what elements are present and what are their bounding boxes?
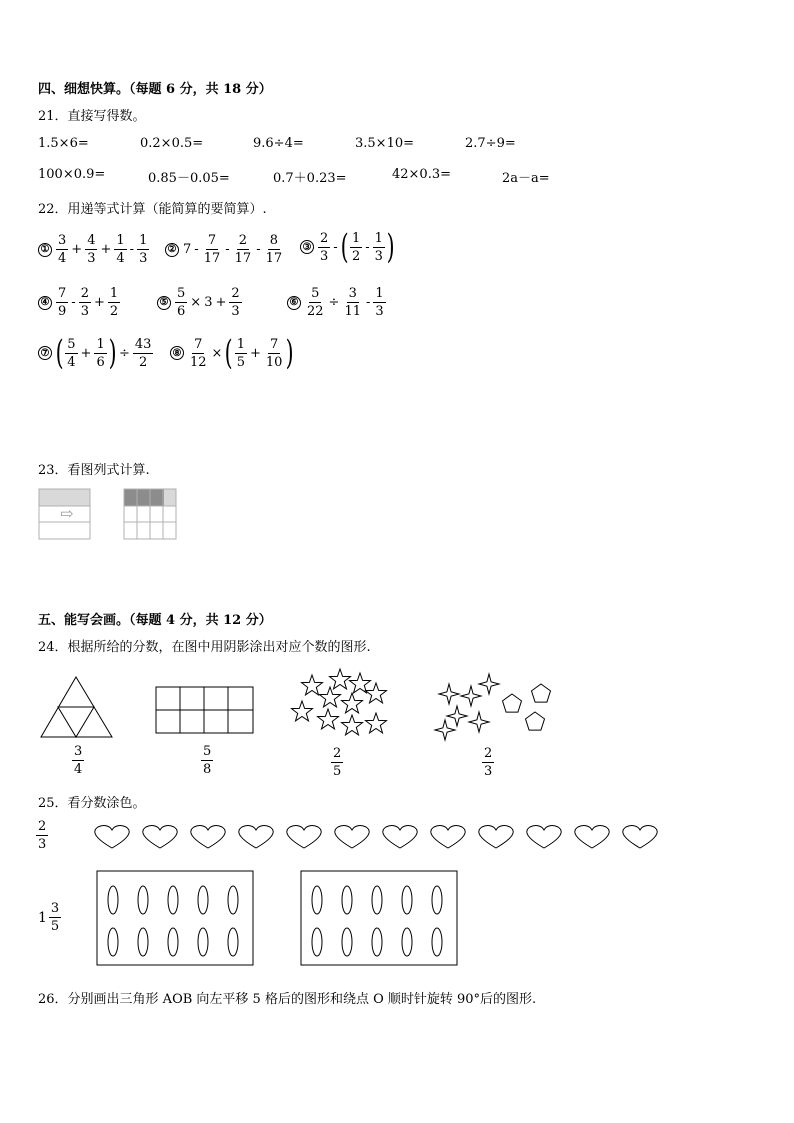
sparkle-shape [469,712,489,732]
heart-shape [623,826,657,848]
fraction: $\frac{7}{17}$ [203,233,221,266]
mixed-fraction: 1 $\frac{3}{5}$ [38,901,60,934]
fraction: $\frac{1}{3}$ [139,233,148,266]
heart-shape [383,826,417,848]
oval-shape [228,886,238,914]
q24-title: 24．根据所给的分数，在图中用阴影涂出对应个数的图形. [38,640,371,655]
fraction: $\frac{43}{2}$ [134,336,152,370]
oval-shape [108,928,118,956]
expression-1: ① $\frac{3}{4}$ + $\frac{4}{3}$ + $\frac{1}{4}$ - $\frac{1}{3}$ [38,234,149,265]
heart-shape [191,826,225,848]
star-shape [330,669,351,689]
q23-title: 23．看图列式计算. [38,463,150,478]
fraction: $\frac{8}{17}$ [265,233,283,266]
star-shape [342,693,363,713]
fraction: $\frac{2}{3}$ [231,286,240,319]
oval-shape [312,928,322,956]
oval-shape [108,886,118,914]
pentagon-shape [526,712,545,730]
fraction: $\frac{3}{4}$ [58,233,67,266]
q21-item: 1.5×6= [38,136,89,151]
marker: ⑥ [287,296,301,310]
q21-title: 21．直接写得数。 [38,109,146,124]
oval-shape [402,928,412,956]
fraction: $\frac{3}{11}$ [344,286,361,319]
fraction: $\frac{2}{5}$ [333,746,342,779]
sparkle-shape [479,674,499,694]
pentagon-shape [503,694,522,712]
oval-shape [342,928,352,956]
fraction: $\frac{2}{3}$ [80,286,89,319]
marker: ② [165,243,179,257]
stars-figure [290,668,390,743]
triangle-figure [40,676,114,740]
heart-shape [335,826,369,848]
heart-shape [431,826,465,848]
oval-shape [168,928,178,956]
fraction: $\frac{7}{12}$ [190,336,207,370]
fraction: $\frac{5}{4}$ [67,336,76,370]
fraction: $\frac{5}{8}$ [203,744,212,777]
fraction: $\frac{2}{3}$ [484,746,493,779]
q21-item: 9.6÷4= [253,136,304,151]
q22-title: 22．用递等式计算（能简算的要简算）. [38,202,267,217]
expression-6: ⑥ $\frac{5}{22}$ ÷ $\frac{3}{11}$ - $\frac{1}{3}$ [287,287,386,318]
marker: ⑧ [170,346,184,360]
heart-shape [527,826,561,848]
fraction: $\frac{4}{3}$ [87,233,96,266]
q21-item: 2.7÷9= [465,136,516,151]
sparkle-shape [439,684,459,704]
oval-shape [432,928,442,956]
oval-shape [198,928,208,956]
fraction: $\frac{3}{5}$ [50,901,60,934]
heart-shape [143,826,177,848]
fraction: $\frac{1}{2}$ [351,230,361,264]
heart-shape [287,826,321,848]
rectangle-grid [155,686,255,736]
q21-item: 0.7＋0.23= [273,171,347,186]
oval-shape [312,886,322,914]
sparkle-shape [435,720,455,740]
fraction: $\frac{7}{10}$ [265,336,283,370]
q23-figure [38,488,178,542]
star-shape [366,683,387,703]
oval-shape [372,886,382,914]
oval-box [96,870,256,968]
fraction: $\frac{1}{6}$ [96,336,105,370]
q26-title: 26．分别画出三角形 AOB 向左平移 5 格后的图形和绕点 O 顺时针旋转 90°后的图形. [38,992,537,1007]
fraction: $\frac{1}{4}$ [116,233,125,266]
section4-title: 四、细想快算。（每题 6 分，共 18 分） [38,82,272,97]
marker: ① [38,243,52,257]
expression-8: ⑧ $\frac{7}{12}$ × ( $\frac{1}{5}$ + $\frac{7}{10}$ ) [170,336,294,370]
q21-item: 100×0.9= [38,167,106,182]
star-shape [350,673,371,693]
oval-shape [342,886,352,914]
oval-shape [372,928,382,956]
oval-shape [198,886,208,914]
fraction: $\frac{2}{17}$ [234,233,252,266]
q21-item: 2a－a= [502,171,550,186]
hearts-row [90,824,670,852]
pentagon-shape [532,684,551,702]
marker: ⑤ [157,296,171,310]
oval-shape [402,886,412,914]
q25-title: 25．看分数涂色。 [38,796,146,811]
oval-shape [138,886,148,914]
fraction: $\frac{1}{5}$ [236,336,245,370]
oval-shape [168,886,178,914]
sparkle-shape [461,686,481,706]
marker: ⑦ [38,346,52,360]
fraction: $\frac{5}{22}$ [307,286,324,319]
fraction: $\frac{5}{6}$ [177,286,186,319]
oval-box [300,870,460,968]
fraction: $\frac{1}{2}$ [109,286,119,319]
sparkles-pentagons-figure [433,674,563,746]
fraction: $\frac{3}{4}$ [74,744,83,777]
oval-shape [228,928,238,956]
fraction: $\frac{2}{3}$ [38,819,47,852]
fraction: $\frac{1}{3}$ [375,286,384,319]
arrow-icon: ⇨ [60,504,74,523]
expression-2: ② 7 - $\frac{7}{17}$ - $\frac{2}{17}$ - $\frac{8}{17}$ [165,234,284,265]
fraction: $\frac{7}{9}$ [58,286,67,319]
expression-7: ⑦ ( $\frac{5}{4}$ + $\frac{1}{6}$ ) ÷ $\frac{43}{2}$ [38,336,153,370]
star-shape [292,701,313,721]
oval-shape [138,928,148,956]
fraction: $\frac{2}{3}$ [320,230,329,264]
q21-item: 42×0.3= [392,167,452,182]
sparkle-shape [447,706,467,726]
star-shape [342,715,363,735]
star-shape [366,713,387,733]
heart-shape [479,826,513,848]
heart-shape [95,826,129,848]
marker: ④ [38,296,52,310]
q21-item: 3.5×10= [355,136,415,151]
expression-5: ⑤ $\frac{5}{6}$ × 3 + $\frac{2}{3}$ [157,287,242,318]
expression-4: ④ $\frac{7}{9}$ - $\frac{2}{3}$ + $\frac{1}{2}$ [38,287,120,318]
q21-item: 0.2×0.5= [140,136,204,151]
section5-title: 五、能写会画。（每题 4 分，共 12 分） [38,613,272,628]
star-shape [318,709,339,729]
fraction: $\frac{1}{3}$ [374,230,383,264]
heart-shape [575,826,609,848]
expression-3: ③ $\frac{2}{3}$ - ( $\frac{1}{2}$ - $\frac{1}{3}$ ) [300,230,394,264]
marker: ③ [300,240,314,254]
oval-shape [432,886,442,914]
star-shape [320,687,341,707]
heart-shape [239,826,273,848]
star-shape [302,675,323,695]
q21-item: 0.85－0.05= [148,171,230,186]
